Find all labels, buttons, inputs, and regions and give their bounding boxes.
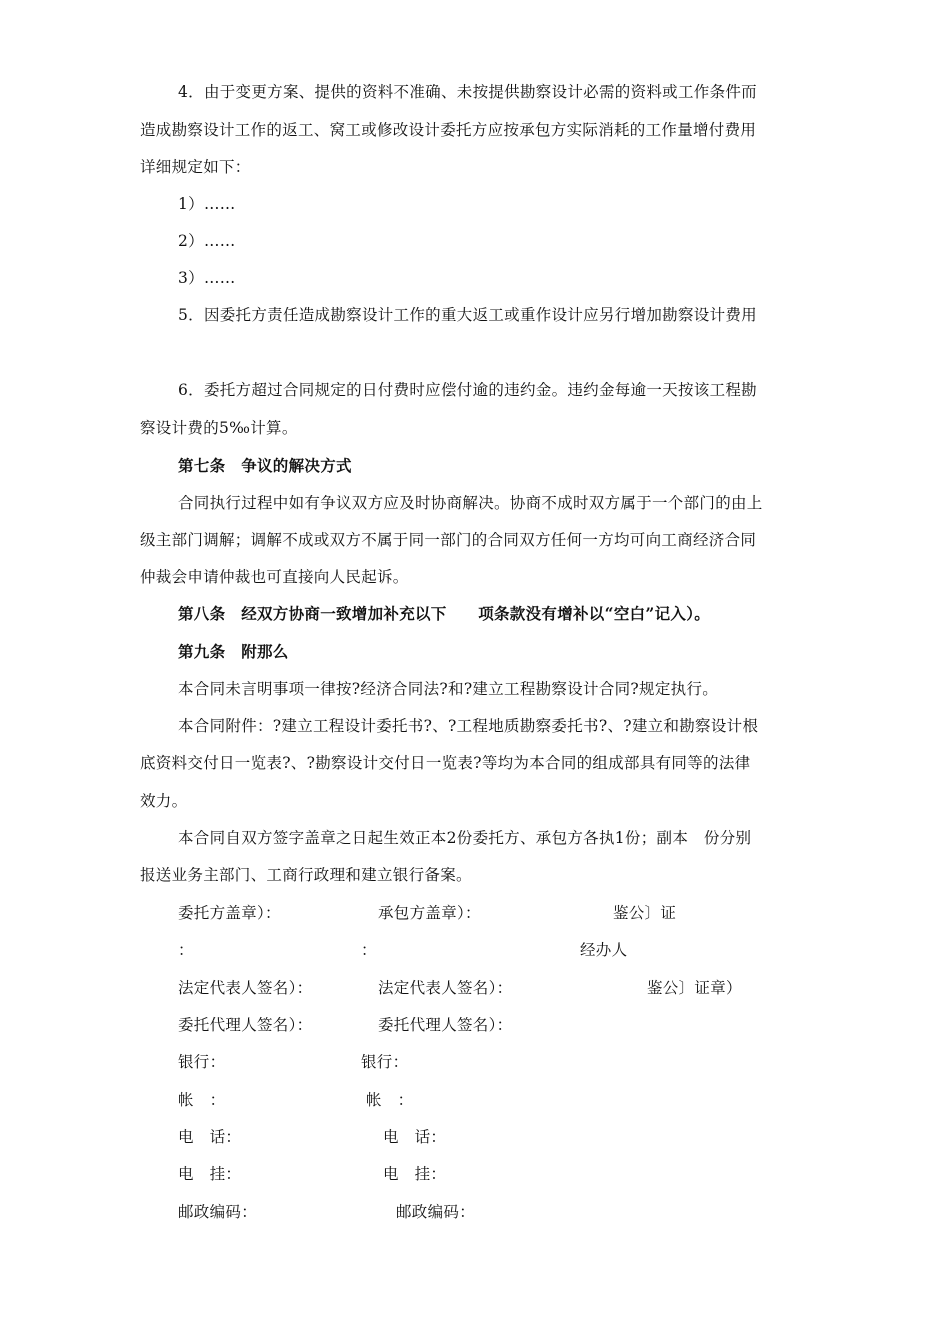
contractor-legal-rep-label: 法定代表人签名）： [378, 979, 513, 997]
authentication-label: 鉴公〕证 [613, 904, 677, 922]
article-7-line-3: 仲裁会申请仲裁也可直接向人民起诉。 [140, 568, 409, 586]
client-seal-label: 委托方盖章）： [178, 904, 281, 922]
clause-6-line-1: 6．委托方超过合同规定的日付费时应偿付逾的违约金。违约金每逾一天按该工程勘 [178, 381, 757, 399]
client-postcode-label: 邮政编码： [178, 1203, 258, 1221]
clause-5: 5．因委托方责任造成勘察设计工作的重大返工或重作设计应另行增加勘察设计费用 [178, 306, 757, 324]
contractor-postcode-label: 邮政编码： [396, 1203, 476, 1221]
article-7-line-1: 合同执行过程中如有争议双方应及时协商解决。协商不成时双方属于一个部门的由上 [178, 494, 763, 512]
article-9-line-5: 本合同自双方签字盖章之日起生效正本2份委托方、承包方各执1份；副本 份分别 [178, 829, 752, 847]
contractor-bank-label: 银行： [361, 1053, 409, 1071]
clause-4-line-2: 造成勘察设计工作的返工、窝工或修改设计委托方应按承包方实际消耗的工作量增付费用 [140, 121, 757, 139]
contractor-cable-label: 电 挂： [383, 1165, 447, 1183]
contractor-seal-colon: ： [361, 941, 377, 959]
list-item-3: 3）…… [178, 269, 236, 287]
article-9-line-4: 效力。 [140, 792, 188, 810]
article-9-line-1: 本合同未言明事项一律按?经济合同法?和?建立工程勘察设计合同?规定执行。 [178, 680, 719, 698]
contractor-account-label: 帐 ： [366, 1091, 414, 1109]
article-9-line-6: 报送业务主部门、工商行政理和建立银行备案。 [140, 866, 472, 884]
client-cable-label: 电 挂： [178, 1165, 242, 1183]
clause-6-line-2: 察设计费的5‰计算。 [140, 419, 298, 437]
clause-4-line-1: 4．由于变更方案、提供的资料不准确、未按提供勘察设计必需的资料或工作条件而 [178, 83, 757, 101]
client-phone-label: 电 话： [178, 1128, 242, 1146]
client-bank-label: 银行： [178, 1053, 226, 1071]
client-seal-colon: ： [178, 941, 194, 959]
client-agent-label: 委托代理人签名）： [178, 1016, 313, 1034]
authentication-seal-label: 鉴公〕证章） [647, 979, 742, 997]
client-legal-rep-label: 法定代表人签名）： [178, 979, 313, 997]
list-item-1: 1）…… [178, 195, 236, 213]
handler-label: 经办人 [580, 941, 628, 959]
article-7-line-2: 级主部门调解；调解不成或双方不属于同一部门的合同双方任何一方均可向工商经济合同 [140, 531, 757, 549]
article-7-heading: 第七条 争议的解决方式 [178, 456, 352, 475]
article-8-heading: 第八条 经双方协商一致增加补充以下 项条款没有增补以“空白”记入）。 [178, 604, 711, 623]
article-9-heading: 第九条 附那么 [178, 642, 289, 661]
article-9-line-2: 本合同附件：?建立工程设计委托书?、?工程地质勘察委托书?、?建立和勘察设计根 [178, 717, 759, 735]
contractor-seal-label: 承包方盖章）： [378, 904, 481, 922]
client-account-label: 帐 ： [178, 1091, 226, 1109]
clause-4-line-3: 详细规定如下： [140, 158, 251, 176]
contractor-phone-label: 电 话： [383, 1128, 447, 1146]
list-item-2: 2）…… [178, 232, 236, 250]
article-9-line-3: 底资料交付日一览表?、?勘察设计交付日一览表?等均为本合同的组成部具有同等的法律 [140, 754, 751, 772]
contractor-agent-label: 委托代理人签名）： [378, 1016, 513, 1034]
